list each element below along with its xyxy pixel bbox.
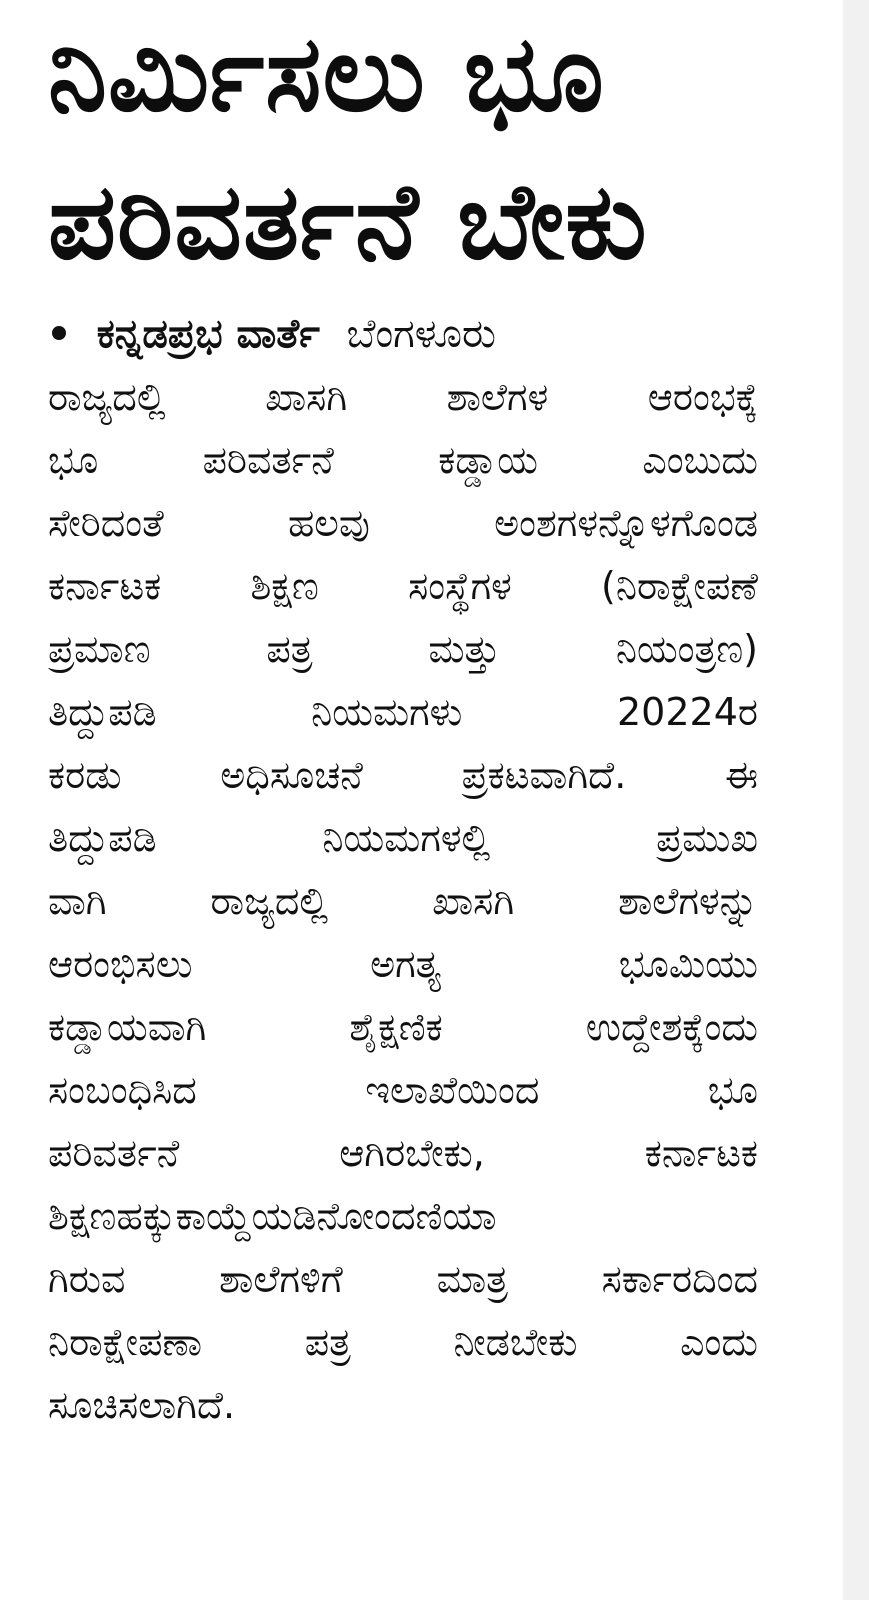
body-line: ಶಿಕ್ಷಣಹಕ್ಕುಕಾಯ್ದೆಯಡಿನೋಂದಣಿಯಾ	[48, 1194, 497, 1238]
headline-line: ನಿರ್ಮಿಸಲು ಭೂ	[48, 12, 605, 135]
body-line: ಸಂಬಂಧಿಸಿದ ಇಲಾಖೆಯಿಂದ ಭೂ	[48, 1068, 758, 1112]
body-line: ಭೂ ಪರಿವರ್ತನೆ ಕಡ್ಡಾಯ ಎಂಬುದು	[48, 438, 758, 482]
body-line: ಸೂಚಿಸಲಾಗಿದೆ.	[48, 1383, 236, 1427]
article	[48, 0, 758, 1437]
body-line: ತಿದ್ದುಪಡಿ ನಿಯಮಗಳು 20224ರ	[48, 690, 758, 734]
body-line: ಕರಡು ಅಧಿಸೂಚನೆ ಪ್ರಕಟವಾಗಿದೆ. ಈ	[48, 753, 758, 797]
dateline-place: ಬೆಂಗಳೂರು	[346, 311, 496, 357]
body-line: ನಿರಾಕ್ಷೇಪಣಾ ಪತ್ರ ನೀಡಬೇಕು ಎಂದು	[48, 1320, 758, 1364]
body-line: ವಾಗಿ ರಾಜ್ಯದಲ್ಲಿ ಖಾಸಗಿ ಶಾಲೆಗಳನ್ನು	[48, 879, 758, 923]
body-line: ತಿದ್ದುಪಡಿ ನಿಯಮಗಳಲ್ಲಿ ಪ್ರಮುಖ	[48, 816, 758, 860]
bullet-icon	[52, 326, 66, 340]
body-line: ಪರಿವರ್ತನೆ ಆಗಿರಬೇಕು, ಕರ್ನಾಟಕ	[48, 1131, 758, 1175]
article-body	[48, 366, 758, 1437]
body-line: ಕರ್ನಾಟಕ ಶಿಕ್ಷಣ ಸಂಸ್ಥೆಗಳ (ನಿರಾಕ್ಷೇಪಣೆ	[48, 564, 758, 608]
body-line: ಪ್ರಮಾಣ ಪತ್ರ ಮತ್ತು ನಿಯಂತ್ರಣ)	[48, 627, 758, 671]
headline	[48, 0, 758, 296]
dateline	[48, 302, 758, 366]
body-line: ಕಡ್ಡಾಯವಾಗಿ ಶೈಕ್ಷಣಿಕ ಉದ್ದೇಶಕ್ಕೆಂದು	[48, 1005, 758, 1049]
body-line: ಸೇರಿದಂತೆ ಹಲವು ಅಂಶಗಳನ್ನೊಳಗೊಂಡ	[48, 501, 758, 545]
body-line: ರಾಜ್ಯದಲ್ಲಿ ಖಾಸಗಿ ಶಾಲೆಗಳ ಆರಂಭಕ್ಕೆ	[48, 375, 758, 419]
headline-line: ಪರಿವರ್ತನೆ ಬೇಕು	[48, 160, 648, 283]
news-source: ಕನ್ನಡಪ್ರಭ ವಾರ್ತೆ	[96, 311, 320, 357]
body-line: ಗಿರುವ ಶಾಲೆಗಳಿಗೆ ಮಾತ್ರ ಸರ್ಕಾರದಿಂದ	[48, 1257, 758, 1301]
body-line: ಆರಂಭಿಸಲು ಅಗತ್ಯ ಭೂಮಿಯು	[48, 942, 758, 986]
right-margin-strip	[843, 0, 869, 1600]
